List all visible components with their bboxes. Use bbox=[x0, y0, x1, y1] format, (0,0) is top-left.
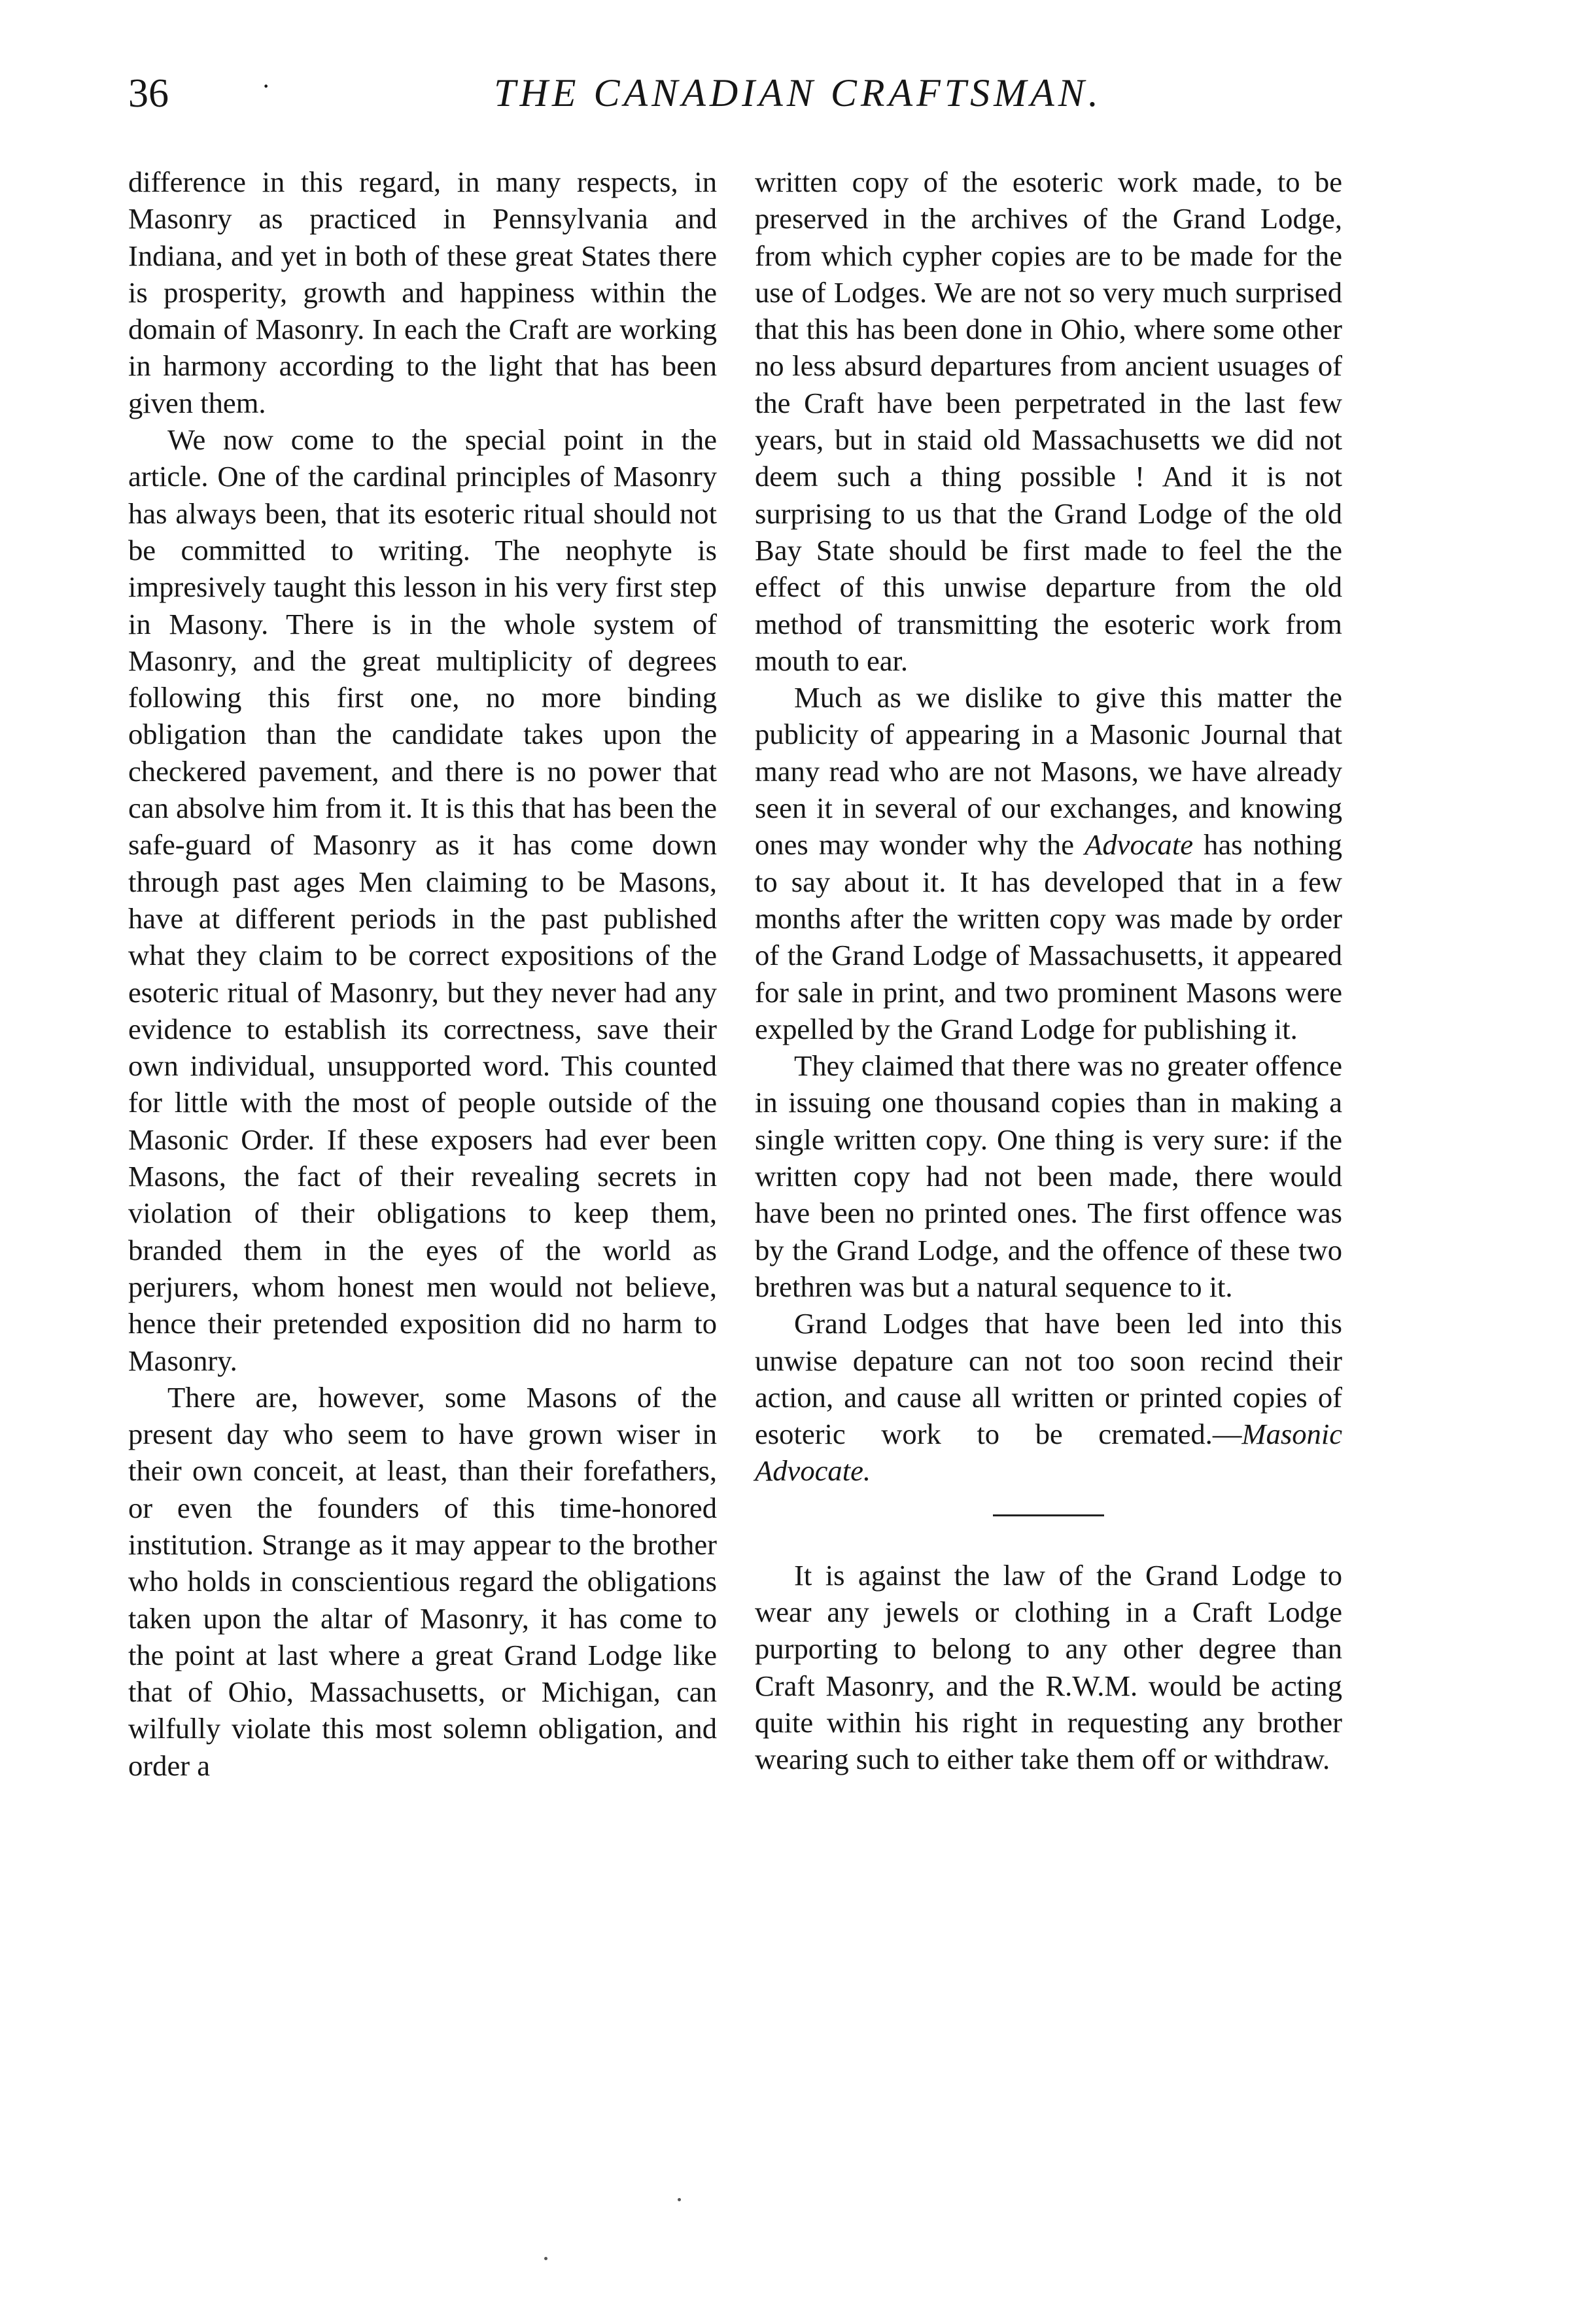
page-number: 36 bbox=[128, 71, 169, 116]
right-paragraph-2-start: Much as we dislike to give this matter the publicity of appearing in a Masonic Journal that many read who are not Masons, we have already seen it in several of our exchanges, and knowing ones may wonder why the bbox=[755, 681, 1342, 862]
right-paragraph-5: It is against the law of the Grand Lodge to wear any jewels or clothing in a Craft Lodge purporting to belong to any other degree than Craft Masonry, and the R.W.M. would be acting quite within his right in requesting any brother wearing such to either take them off or withdraw. bbox=[755, 1558, 1342, 1776]
section-divider bbox=[993, 1514, 1104, 1516]
running-title bbox=[0, 71, 1596, 116]
left-paragraph-1: difference in this regard, in many respects, in Masonry as practiced in Pennsylvania and Indiana, and yet in both of these great States there is prosperity, growth and happiness within the domain of Masonry. In each the Craft are working in harmony according to the light that has been given them. bbox=[128, 166, 717, 419]
left-paragraph-3: There are, however, some Masons of the present day who seem to have grown wiser in their own conceit, at least, than their forefathers, or even the founders of this time-honored institution. Strange as it may appear to the brother who holds in conscientious regard the obligations taken upon the altar of Masonry, it has come to the point at last where a great Grand Lodge like that of Ohio, Massachusetts, or Michigan, can wilfully violate this most solemn obligation, and order a bbox=[128, 1380, 717, 1782]
running-title-text: THE CANADIAN CRAFTSMAN. bbox=[494, 71, 1102, 114]
right-paragraph-4-text: Grand Lodges that have been led into this unwise depature can not too soon recind their action, and cause all written or printed copies of esoteric work to be cremated.— bbox=[755, 1307, 1342, 1451]
page-speck bbox=[678, 2198, 681, 2201]
advocate-title: Advocate bbox=[1084, 828, 1194, 862]
left-column bbox=[128, 164, 717, 1784]
right-paragraph-3: They claimed that there was no greater offence in issuing one thousand copies than in making a single written copy. One thing is very sure: if the written copy had not been made, there would have been no printed ones. The first offence was by the Grand Lodge, and the offence of these two brethren was but a natural sequence to it. bbox=[755, 1049, 1342, 1303]
right-paragraph-2-end: has nothing to say about it. It has developed that in a few months after the written copy was made by order of the Grand Lodge of Massachusetts, it appeared for sale in print, and two prominent Masons were expelled by the Grand Lodge for publishing it. bbox=[755, 828, 1342, 1045]
source-citation: Masonic Advocate. bbox=[755, 1418, 1342, 1488]
page-speck bbox=[544, 2257, 547, 2260]
right-column bbox=[755, 164, 1342, 1777]
header-dot: · bbox=[262, 71, 275, 101]
right-paragraph-2 bbox=[755, 679, 1342, 1047]
right-paragraph-4 bbox=[755, 1305, 1342, 1489]
left-paragraph-2: We now come to the special point in the article. One of the cardinal principles of Masonry has always been, that its esoteric ritual should not be committed to writing. The neophyte is impresively taught this lesson in his very first step in Masony. There is in the whole system of Masonry, and the great multiplicity of degrees following this first one, no more binding obligation than the candidate takes upon the checkered pavement, and there is no power that can absolve him from it. It is this that has been the safe-guard of Masonry as it has come down through past ages Men claiming to be Masons, have at different periods in the past published what they claim to be correct expositions of the esoteric ritual of Masonry, but they never had any evidence to establish its correctness, save their own individual, unsupported word. This counted for little with the most of people outside of the Masonic Order. If these exposers had ever been Masons, the fact of their revealing secrets in violation of their obligations to keep them, branded them in the eyes of the world as perjurers, whom honest men would not believe, hence their pretended exposition did no harm to Masonry. bbox=[128, 423, 717, 1377]
right-paragraph-1: written copy of the esoteric work made, to be preserved in the archives of the Grand Lodge, from which cypher copies are to be made for the use of Lodges. We are not so very much surprised that this has been done in Ohio, where some other no less absurd departures from ancient usuages of the Craft have been perpetrated in the last few years, but in staid old Massachusetts we did not deem such a thing possible ! And it is not surprising to us that the Grand Lodge of the old Bay State should be first made to feel the the effect of this unwise departure from the old method of transmitting the esoteric work from mouth to ear. bbox=[755, 166, 1342, 677]
